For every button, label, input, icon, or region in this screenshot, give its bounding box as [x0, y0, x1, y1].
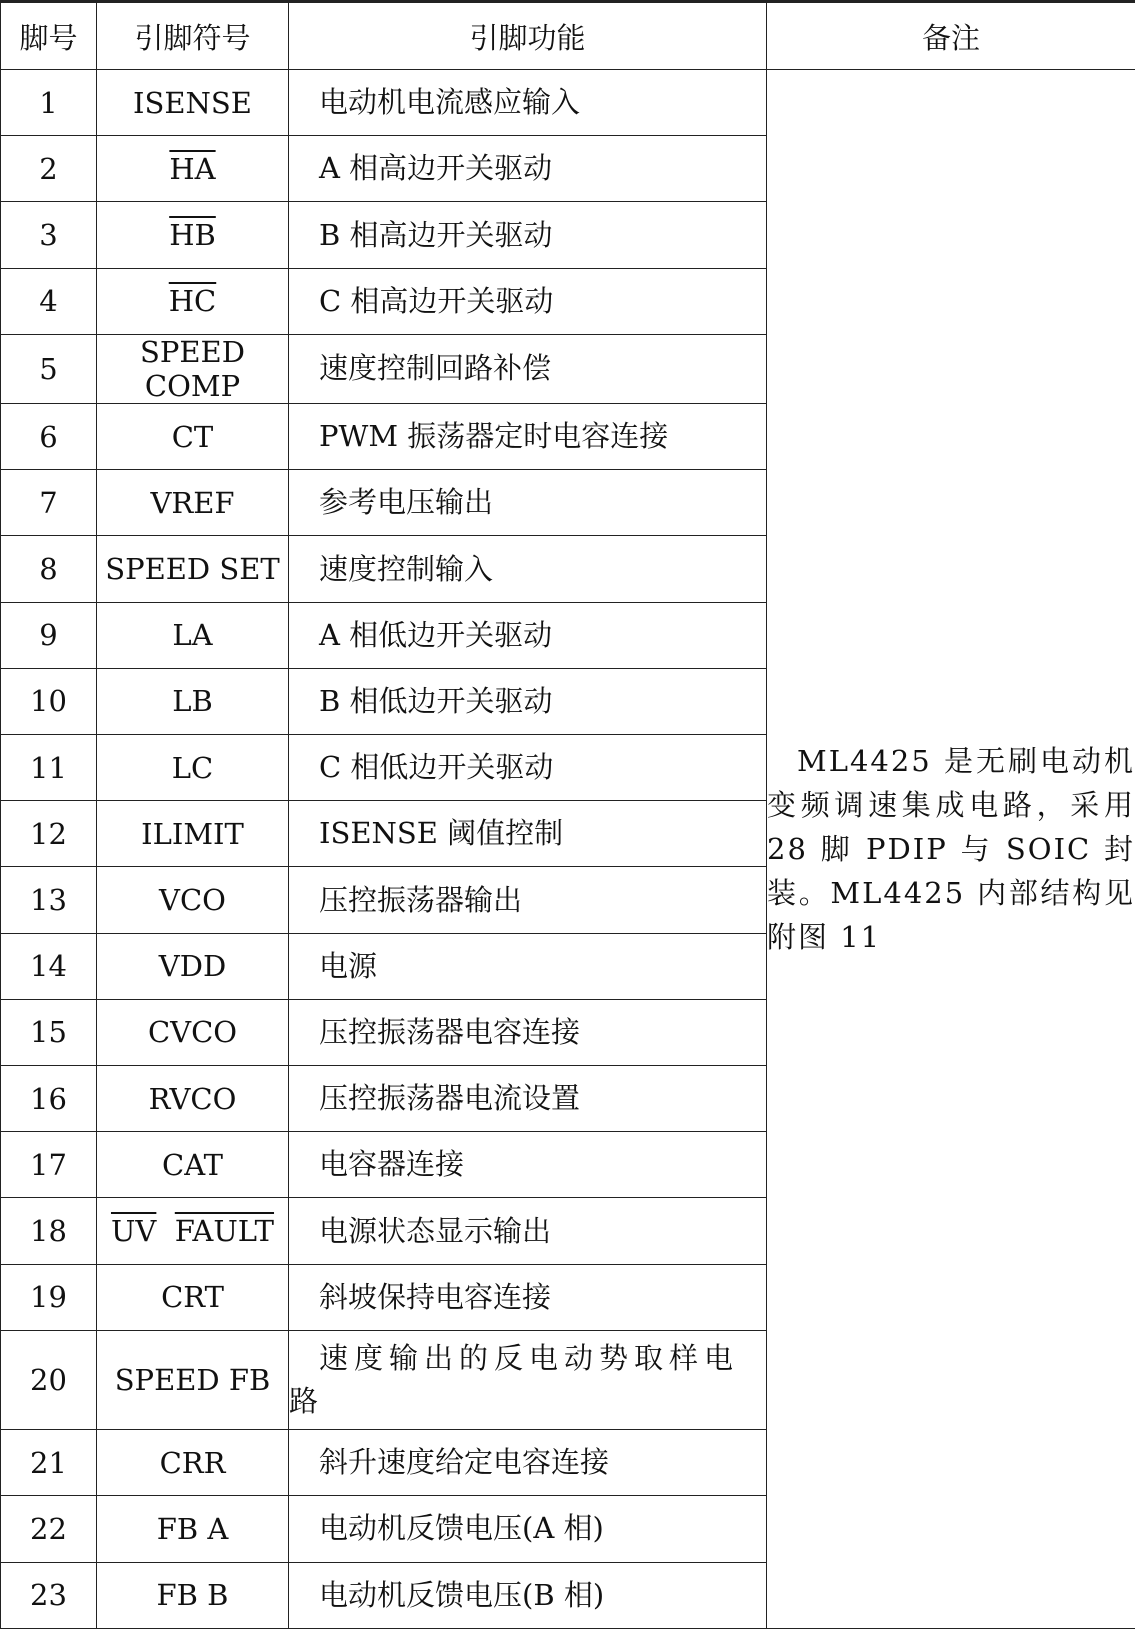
pin-symbol-text: $\overline{HC}$	[168, 284, 217, 319]
pin-function	[289, 1132, 767, 1198]
pin-function	[289, 735, 767, 801]
remarks-text: ML4425 是无刷电动机变频调速集成电路，采用 28 脚 PDIP 与 SOIC 封装。ML4425 内部结构见附图 11	[767, 744, 1135, 954]
pin-number: 7	[1, 470, 97, 536]
pin-function	[289, 602, 767, 668]
pin-function-text: C 相低边开关驱动	[319, 750, 554, 785]
header-remarks: 备注	[767, 2, 1135, 70]
pin-number: 1	[1, 70, 97, 136]
pin-function	[289, 334, 767, 403]
pin-function	[289, 1496, 767, 1562]
pin-symbol-text: $\overline{HA}$	[169, 151, 216, 186]
pin-function	[289, 1264, 767, 1330]
pin-symbol-text: $\overline{HB}$	[169, 218, 216, 252]
pin-function-text: 电源	[319, 948, 378, 983]
pin-symbol: SPEED SET	[97, 536, 289, 602]
pin-symbol	[97, 136, 289, 202]
pin-function-text: 电动机电流感应输入	[319, 85, 581, 120]
pin-number: 16	[1, 1066, 97, 1132]
pin-symbol: ILIMIT	[97, 801, 289, 867]
pin-number: 2	[1, 136, 97, 202]
pin-symbol: VCO	[97, 867, 289, 933]
pin-function-text: PWM 振荡器定时电容连接	[319, 419, 669, 454]
pin-function-text: 压控振荡器电流设置	[319, 1081, 581, 1116]
pin-symbol: SPEED FB	[97, 1330, 289, 1429]
pin-function	[289, 999, 767, 1065]
pin-symbol: FB B	[97, 1562, 289, 1628]
pin-function-text: 电动机反馈电压(A 相)	[319, 1511, 604, 1546]
header-pin-function: 引脚功能	[289, 2, 767, 70]
pin-number: 22	[1, 1496, 97, 1562]
pin-function	[289, 536, 767, 602]
pin-function-text: 斜升速度给定电容连接	[319, 1445, 610, 1480]
pin-symbol: CAT	[97, 1132, 289, 1198]
pin-number: 9	[1, 602, 97, 668]
pin-number: 5	[1, 334, 97, 403]
pin-number: 18	[1, 1198, 97, 1264]
remarks-cell	[767, 70, 1135, 1629]
pin-symbol: CRT	[97, 1264, 289, 1330]
pin-function-text: A 相低边开关驱动	[319, 617, 553, 652]
pin-symbol: VDD	[97, 933, 289, 999]
pin-function-text: 参考电压输出	[319, 485, 494, 520]
pin-number: 17	[1, 1132, 97, 1198]
pin-function-text: A 相高边开关驱动	[319, 151, 553, 186]
pin-function	[289, 136, 767, 202]
pin-function-text: 速度控制回路补偿	[319, 351, 552, 386]
pin-function	[289, 1330, 767, 1429]
pin-function	[289, 668, 767, 734]
pin-symbol: SPEED COMP	[97, 334, 289, 403]
pin-number: 6	[1, 404, 97, 470]
pin-number: 20	[1, 1330, 97, 1429]
pin-function	[289, 933, 767, 999]
pin-symbol: CT	[97, 404, 289, 470]
pin-symbol: LB	[97, 668, 289, 734]
pin-function	[289, 470, 767, 536]
header-pin-number: 脚号	[1, 2, 97, 70]
pin-function-text: 电源状态显示输出	[319, 1213, 552, 1248]
pin-number: 8	[1, 536, 97, 602]
pin-function-text: 电容器连接	[319, 1147, 465, 1182]
pin-function-text: ISENSE 阈值控制	[319, 816, 564, 851]
pin-function	[289, 1562, 767, 1628]
pin-number: 14	[1, 933, 97, 999]
pin-symbol: VREF	[97, 470, 289, 536]
pin-function-text: 电动机反馈电压(B 相)	[319, 1577, 605, 1612]
pin-symbol-part: $\overline{UV}$	[110, 1214, 157, 1249]
pin-number: 13	[1, 867, 97, 933]
pin-symbol	[97, 268, 289, 334]
table-header-row	[1, 2, 1135, 70]
pin-symbol	[97, 202, 289, 268]
pin-symbol: LC	[97, 735, 289, 801]
pin-number: 19	[1, 1264, 97, 1330]
pin-symbol	[97, 1198, 289, 1264]
pin-number: 12	[1, 801, 97, 867]
pin-function	[289, 404, 767, 470]
pin-number: 21	[1, 1430, 97, 1496]
pin-number: 11	[1, 735, 97, 801]
pin-symbol: FB A	[97, 1496, 289, 1562]
pin-symbol-part: FAULT	[174, 1214, 275, 1249]
pin-number: 3	[1, 202, 97, 268]
pin-function	[289, 202, 767, 268]
pin-number: 23	[1, 1562, 97, 1628]
pin-symbol: CVCO	[97, 999, 289, 1065]
pin-function	[289, 1430, 767, 1496]
pin-function-text: 压控振荡器输出	[319, 882, 523, 917]
pin-function	[289, 801, 767, 867]
pin-function	[289, 1066, 767, 1132]
pin-function-text: 速度输出的反电动势取样电路	[289, 1341, 740, 1419]
pin-function-text: 压控振荡器电容连接	[319, 1014, 581, 1049]
pin-function-text: 斜坡保持电容连接	[319, 1279, 552, 1314]
pin-function-text: B 相低边开关驱动	[319, 683, 553, 718]
pin-function	[289, 268, 767, 334]
pin-function	[289, 867, 767, 933]
pin-number: 10	[1, 668, 97, 734]
pin-number: 4	[1, 268, 97, 334]
pin-symbol: ISENSE	[97, 70, 289, 136]
pin-function-text: 速度控制输入	[319, 551, 494, 586]
header-pin-symbol: 引脚符号	[97, 2, 289, 70]
pin-symbol: LA	[97, 602, 289, 668]
pin-function-text: B 相高边开关驱动	[319, 217, 553, 252]
table-row	[1, 70, 1135, 136]
pin-symbol: CRR	[97, 1430, 289, 1496]
pin-function	[289, 1198, 767, 1264]
pin-function	[289, 70, 767, 136]
pin-symbol: RVCO	[97, 1066, 289, 1132]
pin-function-text: C 相高边开关驱动	[319, 283, 554, 318]
pin-number: 15	[1, 999, 97, 1065]
